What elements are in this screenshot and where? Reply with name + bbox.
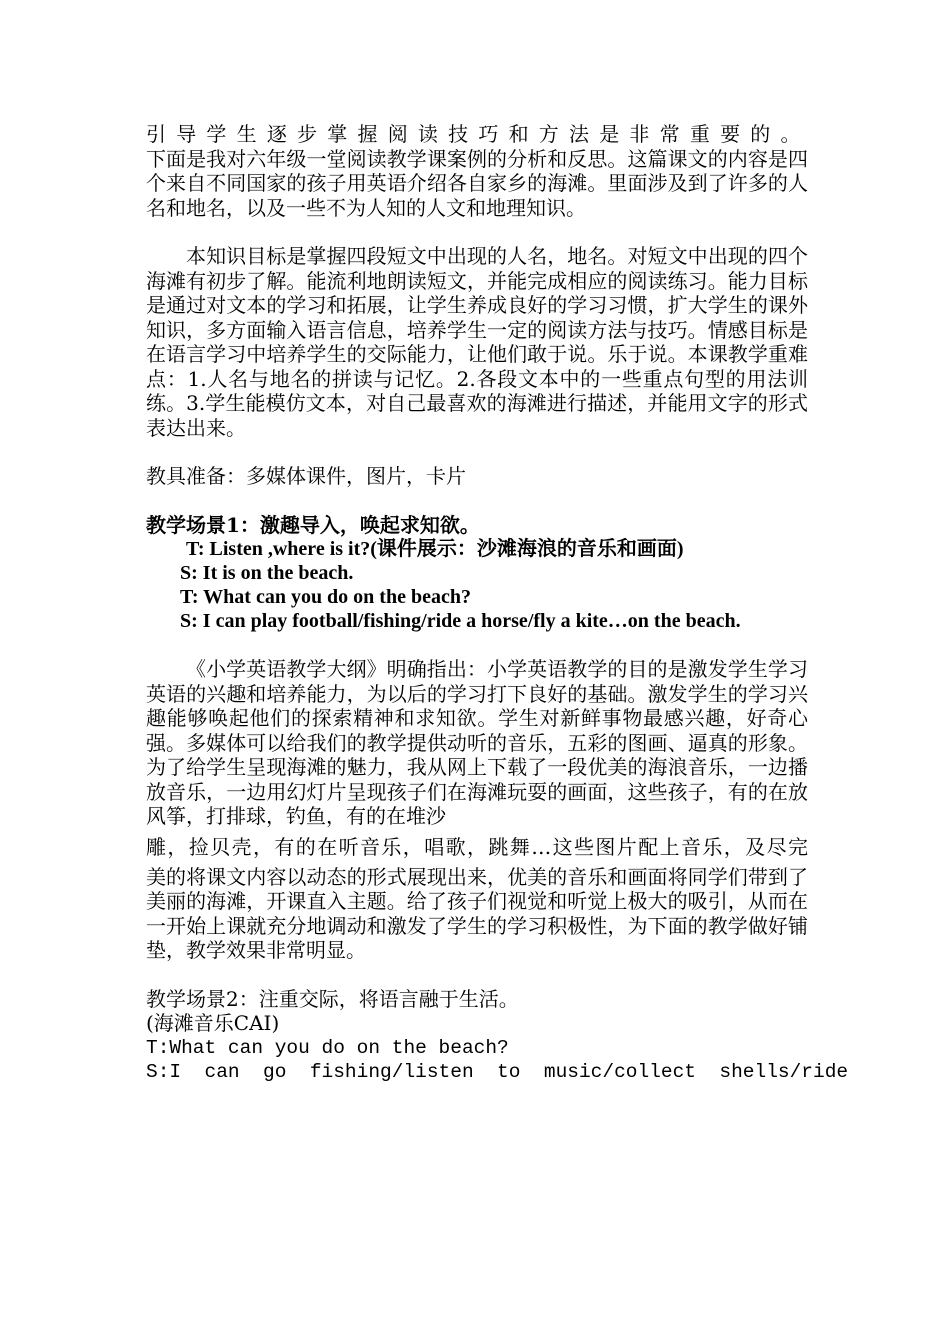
mono-teacher-line: T:What can you do on the beach? — [146, 1036, 509, 1059]
mono-student-line: S:I can go fishing/listen to music/collect shells/ride — [146, 1060, 849, 1083]
teaching-tools: 教具准备：多媒体课件，图片，卡片 — [146, 464, 466, 488]
document-body — [146, 122, 849, 1084]
dialog-teacher-2: T: What can you do on the beach? — [180, 586, 471, 608]
paragraph-1-first-line: 引导学生逐步掌握阅读技巧和方法是非常重要的。 — [146, 122, 808, 146]
paragraph-analysis-part-b: 雕，捡贝壳，有的在听音乐，唱歌，跳舞…这些图片配上音乐，及尽完 — [146, 834, 808, 859]
paragraph-1: 下面是我对六年级一堂阅读教学课案例的分析和反思。这篇课文的内容是四个来自不同国家的孩子用英语介绍各自家乡的海滩。里面涉及到了许多的人名和地名，以及一些不为人知的人文和地理知识。 — [146, 146, 808, 220]
paragraph-objectives: 本知识目标是掌握四段短文中出现的人名，地名。对短文中出现的四个海滩有初步了解。能流利地朗读短文，并能完成相应的阅读练习。能力目标是通过对文本的学习和拓展，让学生养成良好的学习习惯，扩大学生的课外知识，多方面输入语言信息，培养学生一定的阅读方法与技巧。情感目标是在语言学习中培养学生的交际能力，让他们敢于说。乐于说。本课教学重难点：1.人名与地名的拼读与记忆。2.各段文本中的一些重点句型的用法训练。3.学生能模仿文本，对自己最喜欢的海滩进行描述，并能用文字的形式表达出来。 — [146, 244, 808, 440]
cai-note: (海滩音乐CAI) — [146, 1011, 280, 1035]
scene-1-heading: 教学场景1：激趣导入，唤起求知欲。 — [146, 512, 480, 537]
paragraph-analysis-part-a: 《小学英语教学大纲》明确指出：小学英语教学的目的是激发学生学习英语的兴趣和培养能力，为以后的学习打下良好的基础。激发学生的学习兴趣能够唤起他们的探索精神和求知欲。学生对新鲜事物最感兴趣，好奇心强。多媒体可以给我们的教学提供动听的音乐，五彩的图画、逼真的形象。为了给学生呈现海滩的魅力，我从网上下载了一段优美的海浪音乐，一边播放音乐，一边用幻灯片呈现孩子们在海滩玩耍的画面，这些孩子，有的在放风筝，打排球，钓鱼，有的在堆沙 — [146, 657, 808, 828]
scene-2-heading: 教学场景2：注重交际，将语言融于生活。 — [146, 986, 519, 1011]
dialog-student-2: S: I can play football/fishing/ride a horse/fly a kite…on the beach. — [180, 610, 741, 632]
paragraph-analysis-part-c: 美的将课文内容以动态的形式展现出来，优美的音乐和画面将同学们带到了美丽的海滩，开课直入主题。给了孩子们视觉和听觉上极大的吸引，从而在一开始上课就充分地调动和激发了学生的学习积极性，为下面的教学做好铺垫，教学效果非常明显。 — [146, 864, 808, 962]
dialog-student-1: S: It is on the beach. — [180, 562, 354, 584]
dialog-teacher-1: T: Listen ,where is it?(课件展示：沙滩海浪的音乐和画面) — [186, 538, 684, 560]
